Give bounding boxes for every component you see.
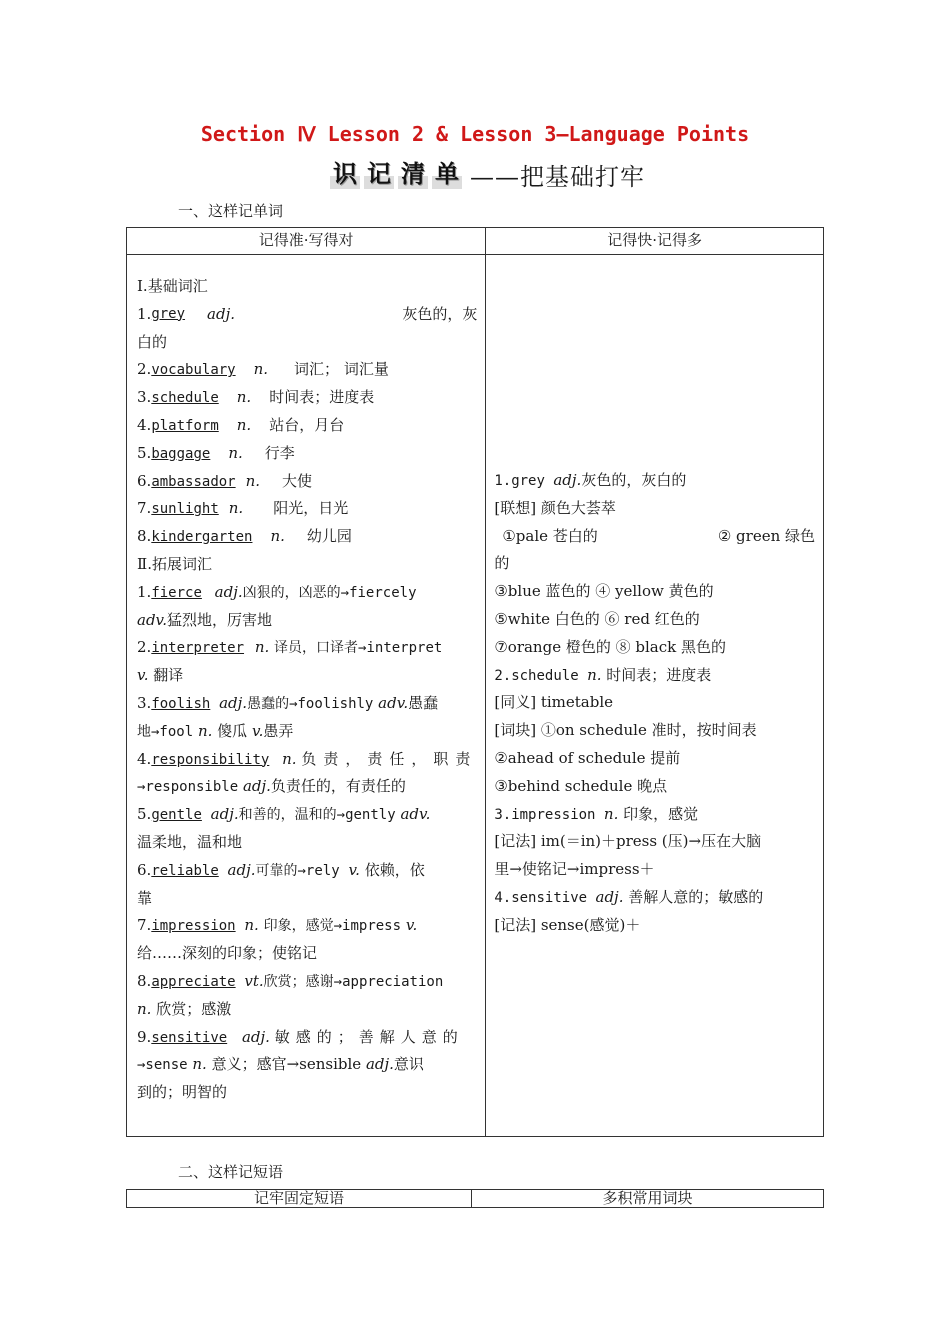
memo-line: ②ahead of schedule 提前 (494, 748, 681, 767)
table-header-right: 记得快·记得多 (486, 228, 824, 255)
list-item: 4.platform n. 站台，月台 (137, 415, 345, 434)
list-item: 2.vocabulary n. 词汇； 词汇量 (137, 360, 389, 379)
list-item: 3.foolish adj.愚蠢的→foolishly adv.愚蠢 (137, 693, 439, 712)
list-item: 2.interpreter n. 译员，口译者→interpret (137, 638, 443, 657)
list-item-cont: →sense n. 意义；感官→sensible adj.意识 (137, 1055, 424, 1074)
table-header-left: 记得准·写得对 (127, 228, 486, 255)
extended-vocab-title: Ⅱ.拓展词汇 (137, 554, 212, 573)
page-title: Section Ⅳ Lesson 2 & Lesson 3—Language Points (200, 122, 750, 146)
section-heading-phrases: 二、这样记短语 (178, 1163, 284, 1181)
list-item: 5.baggage n. 行李 (137, 443, 295, 462)
list-item: 6.ambassador n. 大使 (137, 471, 313, 490)
list-item-cont: 温柔地，温和地 (137, 832, 243, 851)
memo-line: 里→使铭记→impress＋ (494, 860, 655, 879)
list-item: 4.responsibility n. 负责，责任，职责 (137, 749, 478, 768)
memo-line: [词块] ①on schedule 准时，按时间表 (494, 721, 757, 740)
list-item-cont: n. 欣赏；感激 (137, 999, 232, 1018)
list-item-cont: 到的；明智的 (137, 1083, 228, 1102)
list-item: 7.impression n. 印象，感觉→impress v. (137, 916, 418, 935)
section-heading-words: 一、这样记单词 (178, 202, 284, 220)
list-item: 8.kindergarten n. 幼儿园 (137, 527, 352, 546)
list-item-cont: →responsible adj.负责任的，有责任的 (137, 777, 406, 796)
left-column (127, 255, 486, 1137)
memo-line: [同义] timetable (494, 693, 613, 712)
phrases-table (126, 1189, 824, 1208)
list-item: 8.appreciate vt.欣赏；感谢→appreciation (137, 971, 444, 990)
banner-char: 单 (432, 159, 462, 189)
memo-line: ⑤white 白色的 ⑥ red 红色的 (494, 609, 700, 628)
memo-line: ①pale 苍白的 ② green 绿色 (502, 526, 815, 545)
memo-line: 3.impression n. 印象，感觉 (494, 804, 699, 823)
memo-line: 1.grey adj.灰色的，灰白的 (494, 471, 687, 489)
memo-line: ③blue 蓝色的 ④ yellow 黄色的 (494, 582, 714, 601)
list-item: 5.gentle adj.和善的，温和的→gently adv. (137, 805, 431, 824)
memo-line: 2.schedule n. 时间表；进度表 (494, 665, 712, 684)
list-item-cont: 白的 (137, 332, 168, 351)
list-item-cont: 给……深刻的印象；使铭记 (137, 944, 318, 963)
banner-char: 清 (398, 159, 428, 189)
list-item: 7.sunlight n. 阳光，日光 (137, 499, 349, 518)
memo-line: ⑦orange 橙色的 ⑧ black 黑色的 (494, 637, 726, 656)
section-banner (330, 156, 645, 192)
list-item-cont: adv.猛烈地，厉害地 (137, 610, 273, 629)
table-header-left: 记牢固定短语 (127, 1190, 472, 1208)
list-item: 3.schedule n. 时间表；进度表 (137, 388, 375, 407)
vocabulary-table (126, 227, 824, 1137)
basic-vocab-title: Ⅰ.基础词汇 (137, 277, 208, 295)
list-item-cont: v. 翻译 (137, 666, 184, 685)
memo-line: 4.sensitive adj. 善解人意的；敏感的 (494, 887, 764, 906)
list-item: 6.reliable adj.可靠的→rely v. 依赖，依 (137, 860, 425, 879)
banner-subtitle: ——把基础打牢 (470, 162, 645, 191)
memo-line: [记法] sense(感觉)＋ (494, 915, 641, 934)
memo-line: [记法] im(＝in)＋press (压)→压在大脑 (494, 832, 762, 851)
banner-char: 识 (330, 159, 360, 189)
list-item-cont: 靠 (137, 888, 153, 907)
right-column (486, 255, 824, 1137)
memo-line: 的 (494, 554, 510, 573)
list-item-cont: 地→fool n. 傻瓜 v.愚弄 (137, 721, 294, 740)
memo-line: ③behind schedule 晚点 (494, 776, 668, 795)
banner-char: 记 (364, 159, 394, 189)
memo-line: [联想] 颜色大荟萃 (494, 498, 616, 517)
list-item: 1.fierce adj.凶狠的，凶恶的→fiercely (137, 582, 417, 601)
list-item: 1. grey adj. 灰色的，灰 (137, 304, 478, 323)
table-header-right: 多积常用词块 (472, 1190, 824, 1208)
list-item: 9.sensitive adj. 敏感的；善解人意的 (137, 1027, 464, 1046)
